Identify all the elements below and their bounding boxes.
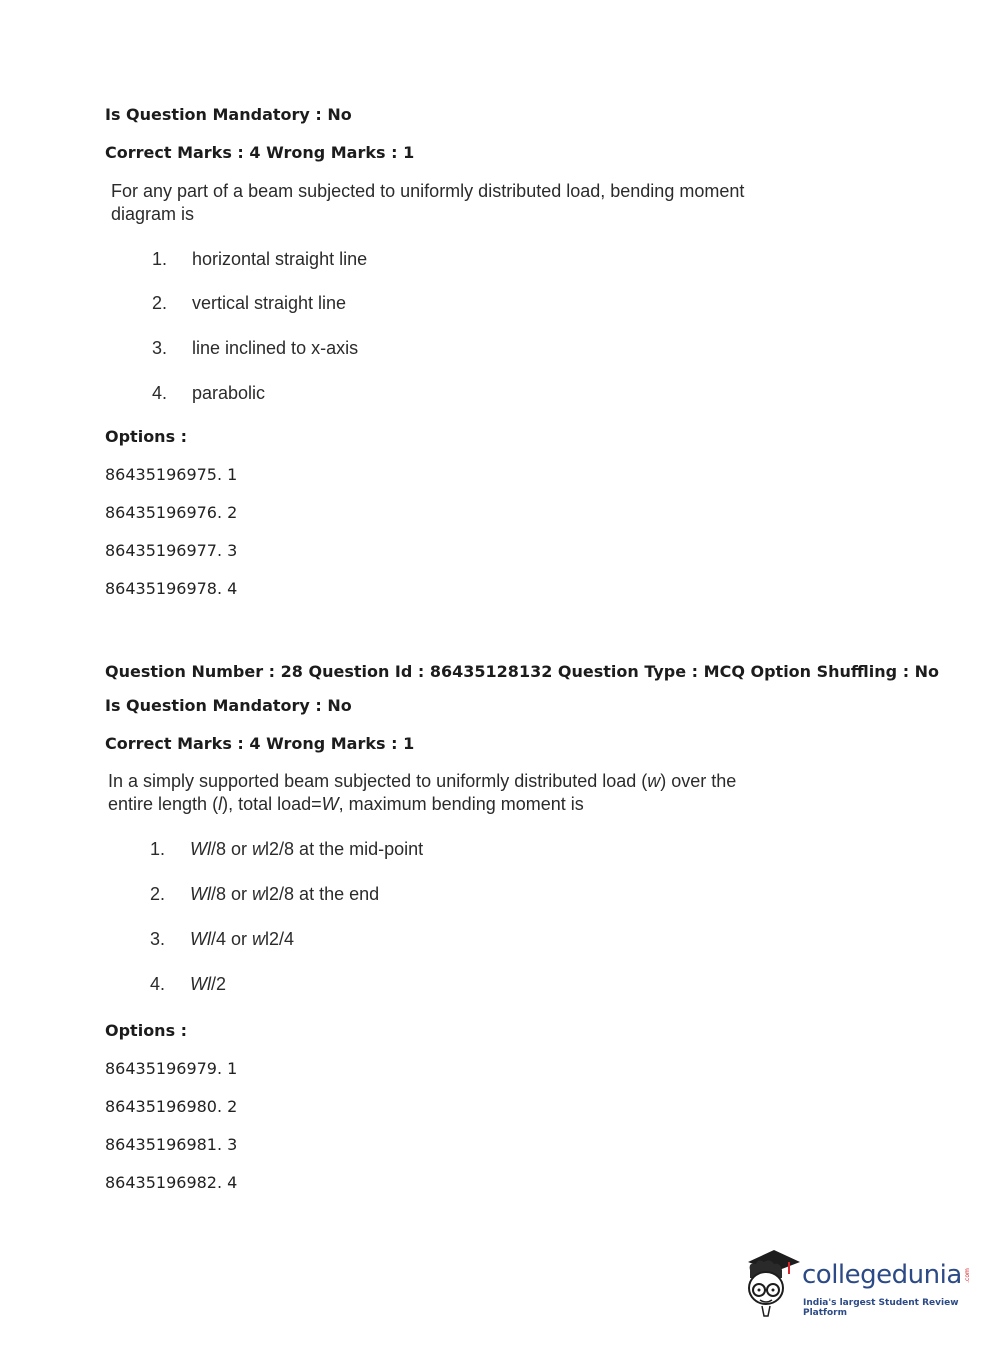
choice-number: 2. xyxy=(150,884,166,904)
text-run: /8 or xyxy=(211,884,253,904)
text-run: Wl xyxy=(190,839,211,859)
text-run: /2 xyxy=(211,974,227,994)
text-run: l2/8 at the mid-point xyxy=(265,839,424,859)
question-line: diagram is xyxy=(111,204,195,224)
text-run: ), total load= xyxy=(222,794,322,814)
marks-label: Correct Marks : 4 Wrong Marks : 1 xyxy=(105,143,415,162)
choice-text xyxy=(190,839,423,860)
option-id: 86435196977. 3 xyxy=(105,541,238,560)
mandatory-label: Is Question Mandatory : No xyxy=(105,696,352,715)
text-run: Wl xyxy=(190,929,211,949)
choice-number: 4. xyxy=(152,383,168,403)
question-text xyxy=(108,770,828,816)
question-line xyxy=(108,793,828,816)
choice-text: vertical straight line xyxy=(192,293,347,313)
option-id: 86435196975. 1 xyxy=(105,465,238,484)
choice-text: horizontal straight line xyxy=(192,249,368,269)
text-run: /4 or xyxy=(211,929,253,949)
option-id: 86435196982. 4 xyxy=(105,1173,238,1192)
collegedunia-logo xyxy=(742,1248,972,1320)
option-id: 86435196978. 4 xyxy=(105,579,238,598)
text-run: Wl xyxy=(190,884,211,904)
text-run: ) over the xyxy=(660,771,737,791)
question-text xyxy=(111,180,811,226)
options-label: Options : xyxy=(105,427,188,446)
choice-number: 4. xyxy=(150,974,166,994)
text-run: /8 or xyxy=(211,839,253,859)
text-run: w xyxy=(252,839,266,859)
text-run: w xyxy=(252,884,266,904)
choice-text xyxy=(190,929,294,950)
mascot-icon xyxy=(742,1248,800,1320)
text-run: , maximum bending moment is xyxy=(338,794,584,814)
logo-com: .com xyxy=(963,1268,971,1283)
question-header: Question Number : 28 Question Id : 86435128132 Question Type : MCQ Option Shuffling : No xyxy=(105,662,940,681)
choice-text: line inclined to x-axis xyxy=(192,338,359,358)
marks-label: Correct Marks : 4 Wrong Marks : 1 xyxy=(105,734,415,753)
choice-number: 3. xyxy=(152,338,168,358)
logo-wordmark: collegedunia xyxy=(802,1260,962,1290)
choice-number: 1. xyxy=(150,839,166,859)
choice-number: 3. xyxy=(150,929,166,949)
text-run: Wl xyxy=(190,974,211,994)
text-run: l xyxy=(218,794,223,814)
choice-number: 1. xyxy=(152,249,168,269)
option-id: 86435196981. 3 xyxy=(105,1135,238,1154)
logo-tagline: India's largest Student Review Platform xyxy=(803,1298,959,1318)
mandatory-label: Is Question Mandatory : No xyxy=(105,105,352,124)
text-run: W xyxy=(321,794,339,814)
question-line xyxy=(108,770,828,793)
text-run: entire length ( xyxy=(108,794,219,814)
option-id: 86435196976. 2 xyxy=(105,503,238,522)
question-line: For any part of a beam subjected to uniformly distributed load, bending moment xyxy=(111,181,745,201)
option-id: 86435196979. 1 xyxy=(105,1059,238,1078)
option-id: 86435196980. 2 xyxy=(105,1097,238,1116)
choice-text: parabolic xyxy=(192,383,266,403)
choice-number: 2. xyxy=(152,293,168,313)
choice-text xyxy=(190,974,226,995)
text-run: l2/8 at the end xyxy=(265,884,380,904)
text-run: w xyxy=(252,929,266,949)
options-label: Options : xyxy=(105,1021,188,1040)
text-run: w xyxy=(647,771,661,791)
text-run: In a simply supported beam subjected to uniformly distributed load ( xyxy=(108,771,648,791)
text-run: l2/4 xyxy=(265,929,295,949)
choice-text xyxy=(190,884,379,905)
